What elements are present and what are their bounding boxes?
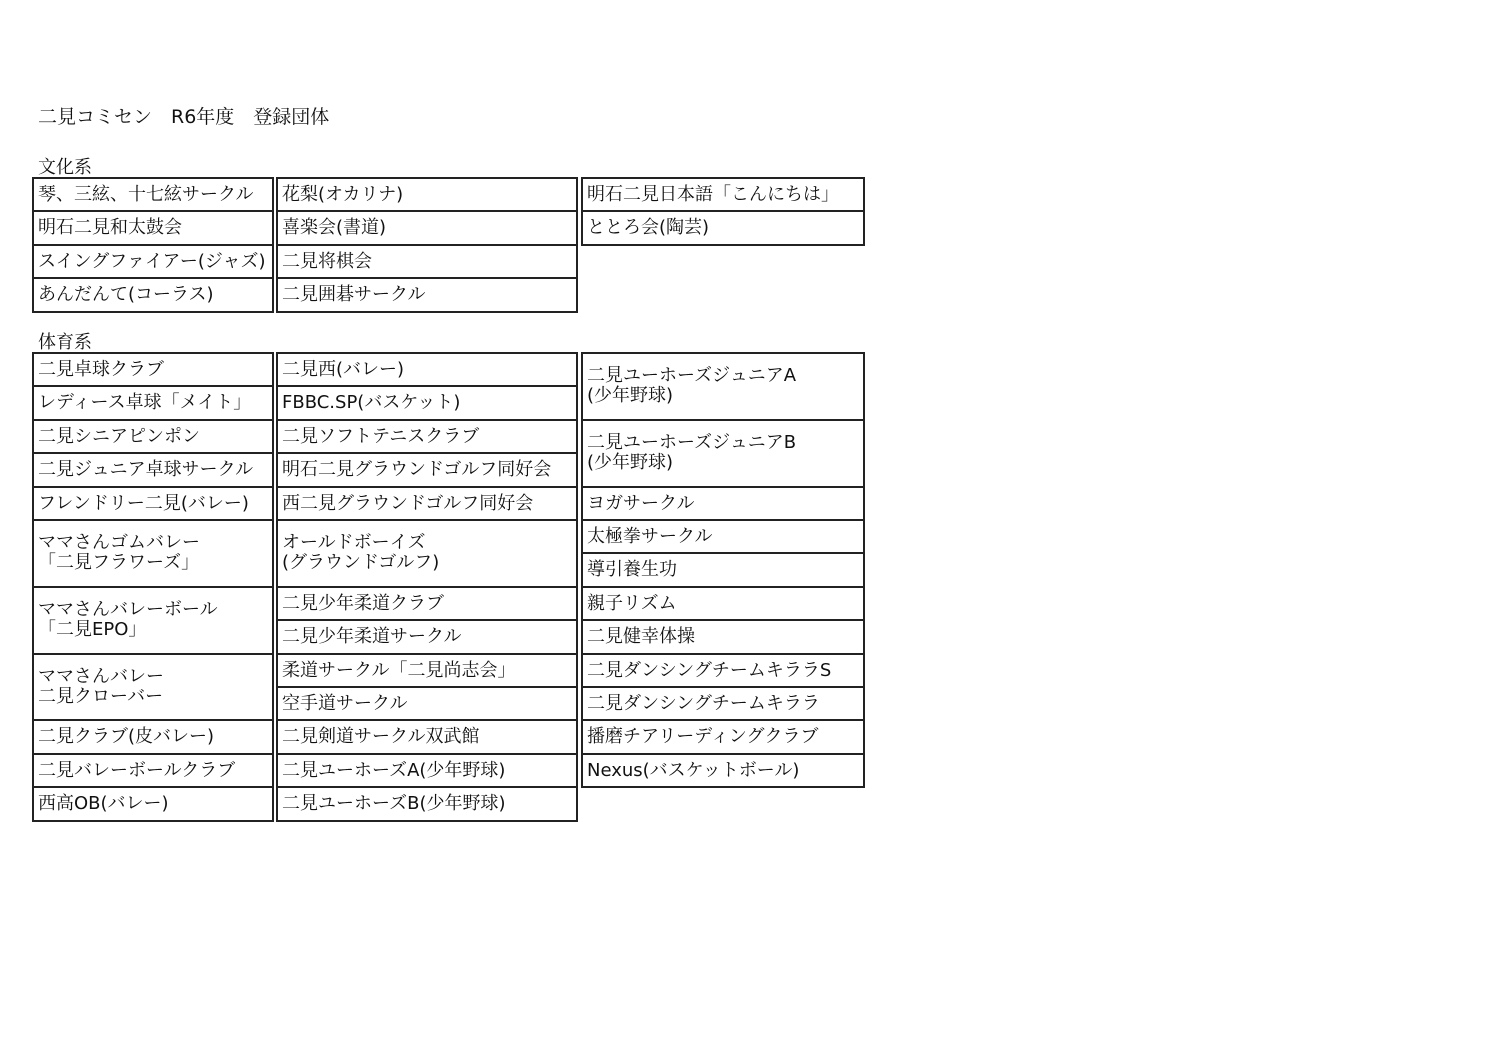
group-cell: 二見卓球クラブ [32, 352, 274, 387]
sports-section-label: 体育系 [38, 332, 92, 353]
group-cell: ヨガサークル [581, 486, 865, 521]
page-title: 二見コミセン R6年度 登録団体 [38, 106, 330, 128]
group-cell: 二見健幸体操 [581, 619, 865, 655]
group-cell: 喜楽会(書道) [276, 210, 578, 246]
group-cell: 二見ユーホーズB(少年野球) [276, 786, 578, 822]
group-cell: 二見ユーホーズA(少年野球) [276, 753, 578, 788]
group-cell: 明石二見グラウンドゴルフ同好会 [276, 452, 578, 488]
group-cell: 二見西(バレー) [276, 352, 578, 387]
group-cell: 播磨チアリーディングクラブ [581, 719, 865, 755]
group-cell: ママさんバレー 二見クローバー [32, 653, 274, 721]
group-cell: 二見少年柔道クラブ [276, 586, 578, 621]
group-cell: 二見ユーホーズジュニアA (少年野球) [581, 352, 865, 421]
group-cell: 西二見グラウンドゴルフ同好会 [276, 486, 578, 521]
group-cell: ママさんゴムバレー 「二見フラワーズ」 [32, 519, 274, 588]
group-cell: レディース卓球「メイト」 [32, 385, 274, 421]
group-cell: 二見ジュニア卓球サークル [32, 452, 274, 488]
group-cell: ととろ会(陶芸) [581, 210, 865, 246]
group-cell: あんだんて(コーラス) [32, 277, 274, 313]
group-cell: 親子リズム [581, 586, 865, 621]
group-cell: 二見ユーホーズジュニアB (少年野球) [581, 419, 865, 488]
group-cell: オールドボーイズ (グラウンドゴルフ) [276, 519, 578, 588]
group-cell: 二見ダンシングチームキララ [581, 686, 865, 721]
group-cell: 明石二見和太鼓会 [32, 210, 274, 246]
group-cell: Nexus(バスケットボール) [581, 753, 865, 788]
group-cell: 琴、三絃、十七絃サークル [32, 177, 274, 212]
group-cell: 二見シニアピンポン [32, 419, 274, 454]
group-cell: 柔道サークル「二見尚志会」 [276, 653, 578, 688]
group-cell: スイングファイアー(ジャズ) [32, 244, 274, 279]
group-cell: ママさんバレーボール 「二見EPO」 [32, 586, 274, 655]
group-cell: 二見少年柔道サークル [276, 619, 578, 655]
group-cell: 二見クラブ(皮バレー) [32, 719, 274, 755]
group-cell: 明石二見日本語「こんにちは」 [581, 177, 865, 212]
group-cell: フレンドリー二見(バレー) [32, 486, 274, 521]
group-cell: 導引養生功 [581, 552, 865, 588]
group-cell: 二見バレーボールクラブ [32, 753, 274, 788]
group-cell: FBBC.SP(バスケット) [276, 385, 578, 421]
group-cell: 二見将棋会 [276, 244, 578, 279]
group-cell: 西高OB(バレー) [32, 786, 274, 822]
culture-section-label: 文化系 [38, 157, 92, 178]
group-cell: 空手道サークル [276, 686, 578, 721]
group-cell: 二見囲碁サークル [276, 277, 578, 313]
group-cell: 二見ダンシングチームキララS [581, 653, 865, 688]
group-cell: 太極拳サークル [581, 519, 865, 554]
group-cell: 二見ソフトテニスクラブ [276, 419, 578, 454]
group-cell: 二見剣道サークル双武館 [276, 719, 578, 755]
group-cell: 花梨(オカリナ) [276, 177, 578, 212]
